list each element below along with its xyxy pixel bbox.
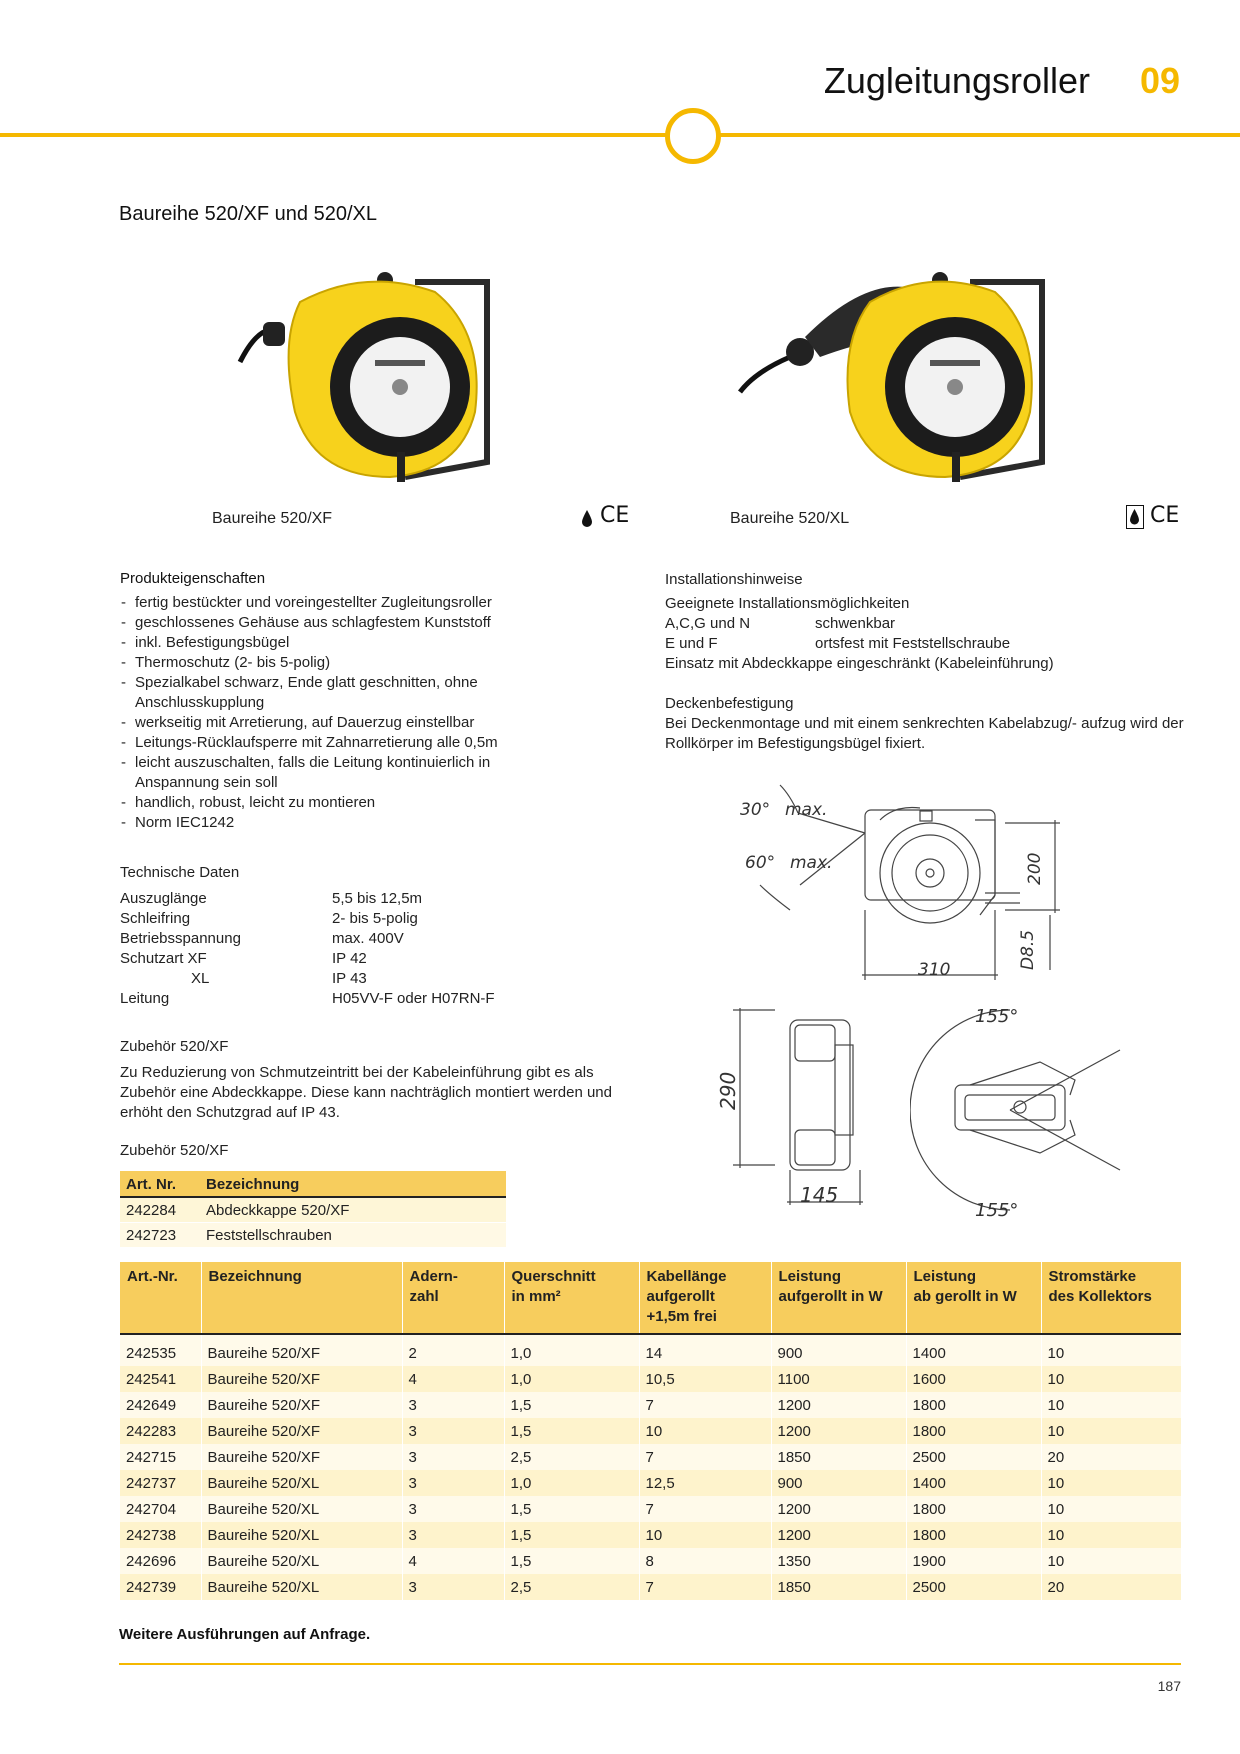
list-item: - Spezialkabel schwarz, Ende glatt geschnitten, ohne Anschlusskupplung [120, 673, 560, 713]
tech-key: Schleifring [120, 910, 191, 927]
table-cell: 1,0 [504, 1334, 639, 1366]
install-value: ortsfest mit Feststellschraube [815, 635, 1011, 652]
page-header [580, 60, 1180, 110]
table-cell: 7 [639, 1496, 771, 1522]
dimension-label: 145 [800, 1183, 839, 1207]
table-cell: 242704 [120, 1496, 201, 1522]
dimension-label: 310 [918, 960, 951, 980]
accessory-table-heading: Zubehör 520/XF [120, 1142, 229, 1159]
table-cell: 1900 [906, 1548, 1041, 1574]
footer-rule [119, 1663, 1181, 1665]
table-row [120, 1197, 506, 1223]
table-cell: 10 [1041, 1548, 1181, 1574]
table-row [120, 1444, 1181, 1470]
tech-heading: Technische Daten [120, 864, 240, 881]
tech-key: Auszuglänge [120, 890, 207, 907]
product-caption-520xl: Baureihe 520/XL [730, 510, 850, 527]
table-row [120, 1392, 1181, 1418]
accessory-table [120, 1171, 506, 1247]
table-body [120, 1334, 1181, 1600]
table-cell: Baureihe 520/XL [201, 1522, 402, 1548]
table-cell: 242715 [120, 1444, 201, 1470]
tech-value: IP 43 [332, 970, 367, 987]
install-value: schwenkbar [815, 615, 896, 632]
table-cell: Baureihe 520/XL [201, 1496, 402, 1522]
table-cell: 10 [1041, 1366, 1181, 1392]
table-cell: Baureihe 520/XF [201, 1334, 402, 1366]
tech-value: 2- bis 5-polig [332, 910, 418, 927]
table-row [120, 1574, 1181, 1600]
product-photo-520xl [730, 262, 1090, 502]
table-cell: Baureihe 520/XF [201, 1418, 402, 1444]
table-cell: 2,5 [504, 1444, 639, 1470]
angle-label: 30° [740, 800, 771, 820]
table-cell: 7 [639, 1444, 771, 1470]
table-cell: 1200 [771, 1496, 906, 1522]
table-cell: 1200 [771, 1522, 906, 1548]
tech-value: 5,5 bis 12,5m [332, 890, 423, 907]
column-header: Bezeichnung [200, 1171, 506, 1197]
table-cell: 2 [402, 1334, 504, 1366]
tech-value: H05VV-F oder H07RN-F [332, 990, 495, 1007]
table-cell: 10 [1041, 1522, 1181, 1548]
table-cell: 900 [771, 1470, 906, 1496]
column-header: Stromstärke des Kollektors [1041, 1262, 1181, 1334]
angle-label: 155° [975, 1200, 1019, 1220]
footer-note: Weitere Ausführungen auf Anfrage. [119, 1626, 371, 1643]
table-cell: 1,5 [504, 1496, 639, 1522]
page-title: Zugleitungsroller [823, 60, 1090, 101]
column-header: Querschnitt in mm² [504, 1262, 639, 1334]
ceiling-text: Bei Deckenmontage und mit einem senkrechten Kabelabzug/- aufzug wird der Rollkörper im Befestigungsbügel fixiert. [665, 715, 1184, 752]
table-cell: 7 [639, 1392, 771, 1418]
ce-mark-520xl: CE [1150, 503, 1180, 528]
tech-key: XL [191, 970, 210, 987]
tech-data [120, 889, 532, 1009]
features-list [120, 593, 560, 833]
table-cell: 20 [1041, 1444, 1181, 1470]
table-cell: 7 [639, 1574, 771, 1600]
table-cell: Baureihe 520/XL [201, 1574, 402, 1600]
column-header: Kabellänge aufgerollt +1,5m frei [639, 1262, 771, 1334]
table-cell: Baureihe 520/XF [201, 1444, 402, 1470]
table-cell: 1850 [771, 1444, 906, 1470]
product-table [120, 1262, 1181, 1600]
table-cell: 1200 [771, 1418, 906, 1444]
table-row [120, 1334, 1181, 1366]
header-circle-ornament [665, 108, 721, 164]
dimension-label: 200 [1025, 852, 1045, 885]
tech-value: max. 400V [332, 930, 404, 947]
table-cell: Baureihe 520/XL [201, 1548, 402, 1574]
column-header: Bezeichnung [201, 1262, 402, 1334]
table-cell: 3 [402, 1574, 504, 1600]
table-cell: 1350 [771, 1548, 906, 1574]
table-cell: 242284 [120, 1197, 200, 1223]
table-cell: 3 [402, 1418, 504, 1444]
table-cell: 242737 [120, 1470, 201, 1496]
table-cell: 10 [639, 1418, 771, 1444]
table-cell: 3 [402, 1392, 504, 1418]
tech-value: IP 42 [332, 950, 367, 967]
table-cell: Abdeckkappe 520/XF [200, 1197, 506, 1223]
table-cell: 242738 [120, 1522, 201, 1548]
table-row [120, 1548, 1181, 1574]
table-cell: 242283 [120, 1418, 201, 1444]
table-cell: 1800 [906, 1392, 1041, 1418]
table-cell: 1,0 [504, 1470, 639, 1496]
table-cell: 1600 [906, 1366, 1041, 1392]
column-header: Adern- zahl [402, 1262, 504, 1334]
table-cell: Baureihe 520/XF [201, 1392, 402, 1418]
table-row [120, 1470, 1181, 1496]
table-cell: Baureihe 520/XL [201, 1470, 402, 1496]
table-cell: Baureihe 520/XF [201, 1366, 402, 1392]
list-item: - fertig bestückter und voreingestellter Zugleitungsroller [120, 593, 560, 613]
product-photo-520xf [225, 262, 525, 502]
install-note: Einsatz mit Abdeckkappe eingeschränkt (Kabeleinführung) [665, 655, 1054, 672]
table-row [120, 1496, 1181, 1522]
table-cell: 242739 [120, 1574, 201, 1600]
technical-drawing-front [730, 775, 1070, 990]
install-options [665, 614, 1115, 654]
table-cell: 4 [402, 1366, 504, 1392]
table-cell: 3 [402, 1522, 504, 1548]
list-item: - Norm IEC1242 [120, 813, 560, 833]
angle-label: 155° [975, 1006, 1019, 1027]
table-cell: 10 [1041, 1334, 1181, 1366]
chapter-number: 09 [1139, 60, 1180, 101]
table-cell: 10 [1041, 1392, 1181, 1418]
table-cell: 242649 [120, 1392, 201, 1418]
table-cell: 10 [639, 1522, 771, 1548]
table-cell: 10 [1041, 1470, 1181, 1496]
technical-drawing-side [715, 1005, 875, 1225]
table-cell: 1800 [906, 1522, 1041, 1548]
table-cell: 2500 [906, 1444, 1041, 1470]
angle-max-label: max. [790, 853, 833, 873]
table-cell: 12,5 [639, 1470, 771, 1496]
table-cell: 3 [402, 1496, 504, 1522]
table-cell: 1,5 [504, 1548, 639, 1574]
table-cell: 1400 [906, 1470, 1041, 1496]
dimension-label: 290 [716, 1071, 740, 1110]
tech-key: Betriebsspannung [120, 930, 241, 947]
table-cell: 1100 [771, 1366, 906, 1392]
ce-mark-520xf: CE [600, 503, 630, 528]
tech-key: Schutzart XF [120, 950, 207, 967]
table-row [120, 1366, 1181, 1392]
table-row [120, 1223, 506, 1248]
list-item: - Thermoschutz (2- bis 5-polig) [120, 653, 560, 673]
table-cell: 14 [639, 1334, 771, 1366]
tech-key: Leitung [120, 990, 170, 1007]
table-row [120, 1418, 1181, 1444]
table-cell: 20 [1041, 1574, 1181, 1600]
install-intro: Geeignete Installationsmöglichkeiten [665, 595, 910, 612]
table-cell: 1850 [771, 1574, 906, 1600]
dimension-label: D8.5 [1018, 929, 1038, 970]
list-item: - handlich, robust, leicht zu montieren [120, 793, 560, 813]
table-cell: 900 [771, 1334, 906, 1366]
table-cell: 1400 [906, 1334, 1041, 1366]
table-cell: 2,5 [504, 1574, 639, 1600]
column-header: Art.-Nr. [120, 1262, 201, 1334]
angle-label: 60° [745, 853, 776, 873]
install-key: A,C,G und N [665, 615, 751, 632]
table-cell: 242696 [120, 1548, 201, 1574]
table-cell: 4 [402, 1548, 504, 1574]
drip-box-icon [1126, 505, 1144, 529]
list-item: - geschlossenes Gehäuse aus schlagfestem Kunststoff [120, 613, 560, 633]
install-heading: Installationshinweise [665, 571, 803, 588]
page-number: 187 [1157, 1678, 1181, 1694]
table-cell: 8 [639, 1548, 771, 1574]
table-cell: 1200 [771, 1392, 906, 1418]
table-header-row [120, 1262, 1181, 1334]
technical-drawing-top [910, 1000, 1125, 1220]
ceiling-heading: Deckenbefestigung [665, 695, 794, 712]
drip-icon [580, 507, 594, 529]
table-cell: 1,0 [504, 1366, 639, 1392]
table-cell: 10,5 [639, 1366, 771, 1392]
list-item: - inkl. Befestigungsbügel [120, 633, 560, 653]
table-cell: 1,5 [504, 1418, 639, 1444]
table-cell: 242541 [120, 1366, 201, 1392]
table-cell: 242723 [120, 1223, 200, 1248]
list-item: - werkseitig mit Arretierung, auf Dauerzug einstellbar [120, 713, 560, 733]
section-title: Baureihe 520/XF und 520/XL [119, 203, 377, 225]
table-cell: 1800 [906, 1418, 1041, 1444]
angle-max-label: max. [785, 800, 828, 820]
features-heading: Produkteigenschaften [120, 570, 266, 587]
list-item: - Leitungs-Rücklaufsperre mit Zahnarretierung alle 0,5m [120, 733, 560, 753]
table-cell: 3 [402, 1444, 504, 1470]
table-cell: 242535 [120, 1334, 201, 1366]
column-header: Art. Nr. [120, 1171, 200, 1197]
table-cell: 1800 [906, 1496, 1041, 1522]
table-row [120, 1522, 1181, 1548]
table-cell: 1,5 [504, 1522, 639, 1548]
accessory-text: Zu Reduzierung von Schmutzeintritt bei der Kabeleinführung gibt es als Zubehör eine Abdeckkappe. Diese kann nachträglich montiert werden und erhöht den Schutzgrad auf IP 43. [120, 1064, 612, 1121]
table-cell: 3 [402, 1470, 504, 1496]
product-caption-520xf: Baureihe 520/XF [212, 510, 333, 527]
table-cell: 10 [1041, 1418, 1181, 1444]
list-item: - leicht auszuschalten, falls die Leitung kontinuierlich in Anspannung sein soll [120, 753, 560, 793]
table-cell: 10 [1041, 1496, 1181, 1522]
header-rule [0, 133, 1240, 137]
accessory-heading: Zubehör 520/XF [120, 1038, 229, 1055]
table-cell: 2500 [906, 1574, 1041, 1600]
table-cell: 1,5 [504, 1392, 639, 1418]
column-header: Leistung aufgerollt in W [771, 1262, 906, 1334]
install-key: E und F [665, 635, 718, 652]
column-header: Leistung ab gerollt in W [906, 1262, 1041, 1334]
table-cell: Feststellschrauben [200, 1223, 506, 1248]
